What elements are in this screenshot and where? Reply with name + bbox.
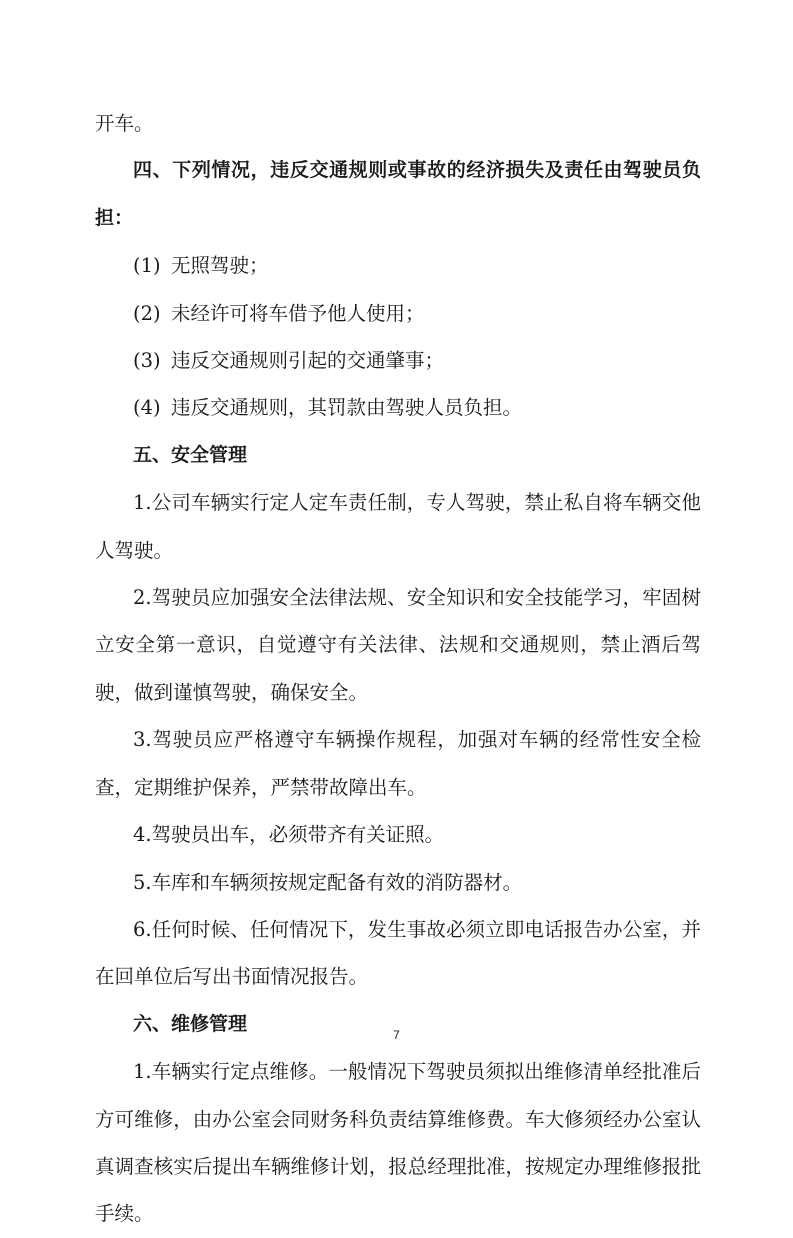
section-6-heading: 六、维修管理 — [133, 1012, 248, 1035]
paragraph: 1.车辆实行定点维修。一般情况下驾驶员须拟出维修清单经批准后方可维修，由办公室会同财务科负责结算维修费。车大修须经办公室认真调查核实后提出车辆维修计划，报总经理批准，按规定办理维修报批手续。 — [95, 1060, 701, 1226]
list-item — [95, 290, 701, 337]
section-4-heading: 四、下列情况，违反交通规则或事故的经济损失及责任由驾驶员负担： — [95, 159, 701, 229]
list-item — [95, 384, 701, 431]
list-item-text: 未经许可将车借予他人使用； — [171, 301, 425, 325]
list-item — [95, 337, 701, 384]
list-item-number: (2) — [133, 301, 161, 325]
continuation-text: 开车。 — [95, 112, 154, 135]
list-item-number: (3) — [133, 349, 161, 373]
paragraph: 5.车库和车辆须按规定配备有效的消防器材。 — [133, 870, 523, 894]
list-item-text: 无照驾驶； — [171, 254, 269, 278]
page-number: 7 — [393, 1028, 400, 1042]
paragraph: 4.驾驶员出车，必须带齐有关证照。 — [133, 823, 445, 847]
section-5-heading: 五、安全管理 — [133, 443, 248, 466]
list-item-text: 违反交通规则引起的交通肇事； — [171, 349, 445, 373]
paragraph: 2.驾驶员应加强安全法律法规、安全知识和安全技能学习，牢固树立安全第一意识，自觉遵守有关法律、法规和交通规则，禁止酒后驾驶，做到谨慎驾驶，确保安全。 — [95, 586, 701, 704]
list-item-text: 违反交通规则，其罚款由驾驶人员负担。 — [171, 396, 523, 420]
document-body — [95, 100, 701, 1238]
list-item-number: (1) — [133, 254, 161, 278]
paragraph: 1.公司车辆实行定人定车责任制，专人驾驶，禁止私自将车辆交他人驾驶。 — [95, 491, 701, 562]
paragraph: 3.驾驶员应严格遵守车辆操作规程，加强对车辆的经常性安全检查，定期维护保养，严禁带故障出车。 — [95, 728, 701, 799]
list-item-number: (4) — [133, 396, 161, 420]
paragraph: 6.任何时候、任何情况下，发生事故必须立即电话报告办公室，并在回单位后写出书面情况报告。 — [95, 917, 701, 989]
list-item — [95, 242, 701, 289]
